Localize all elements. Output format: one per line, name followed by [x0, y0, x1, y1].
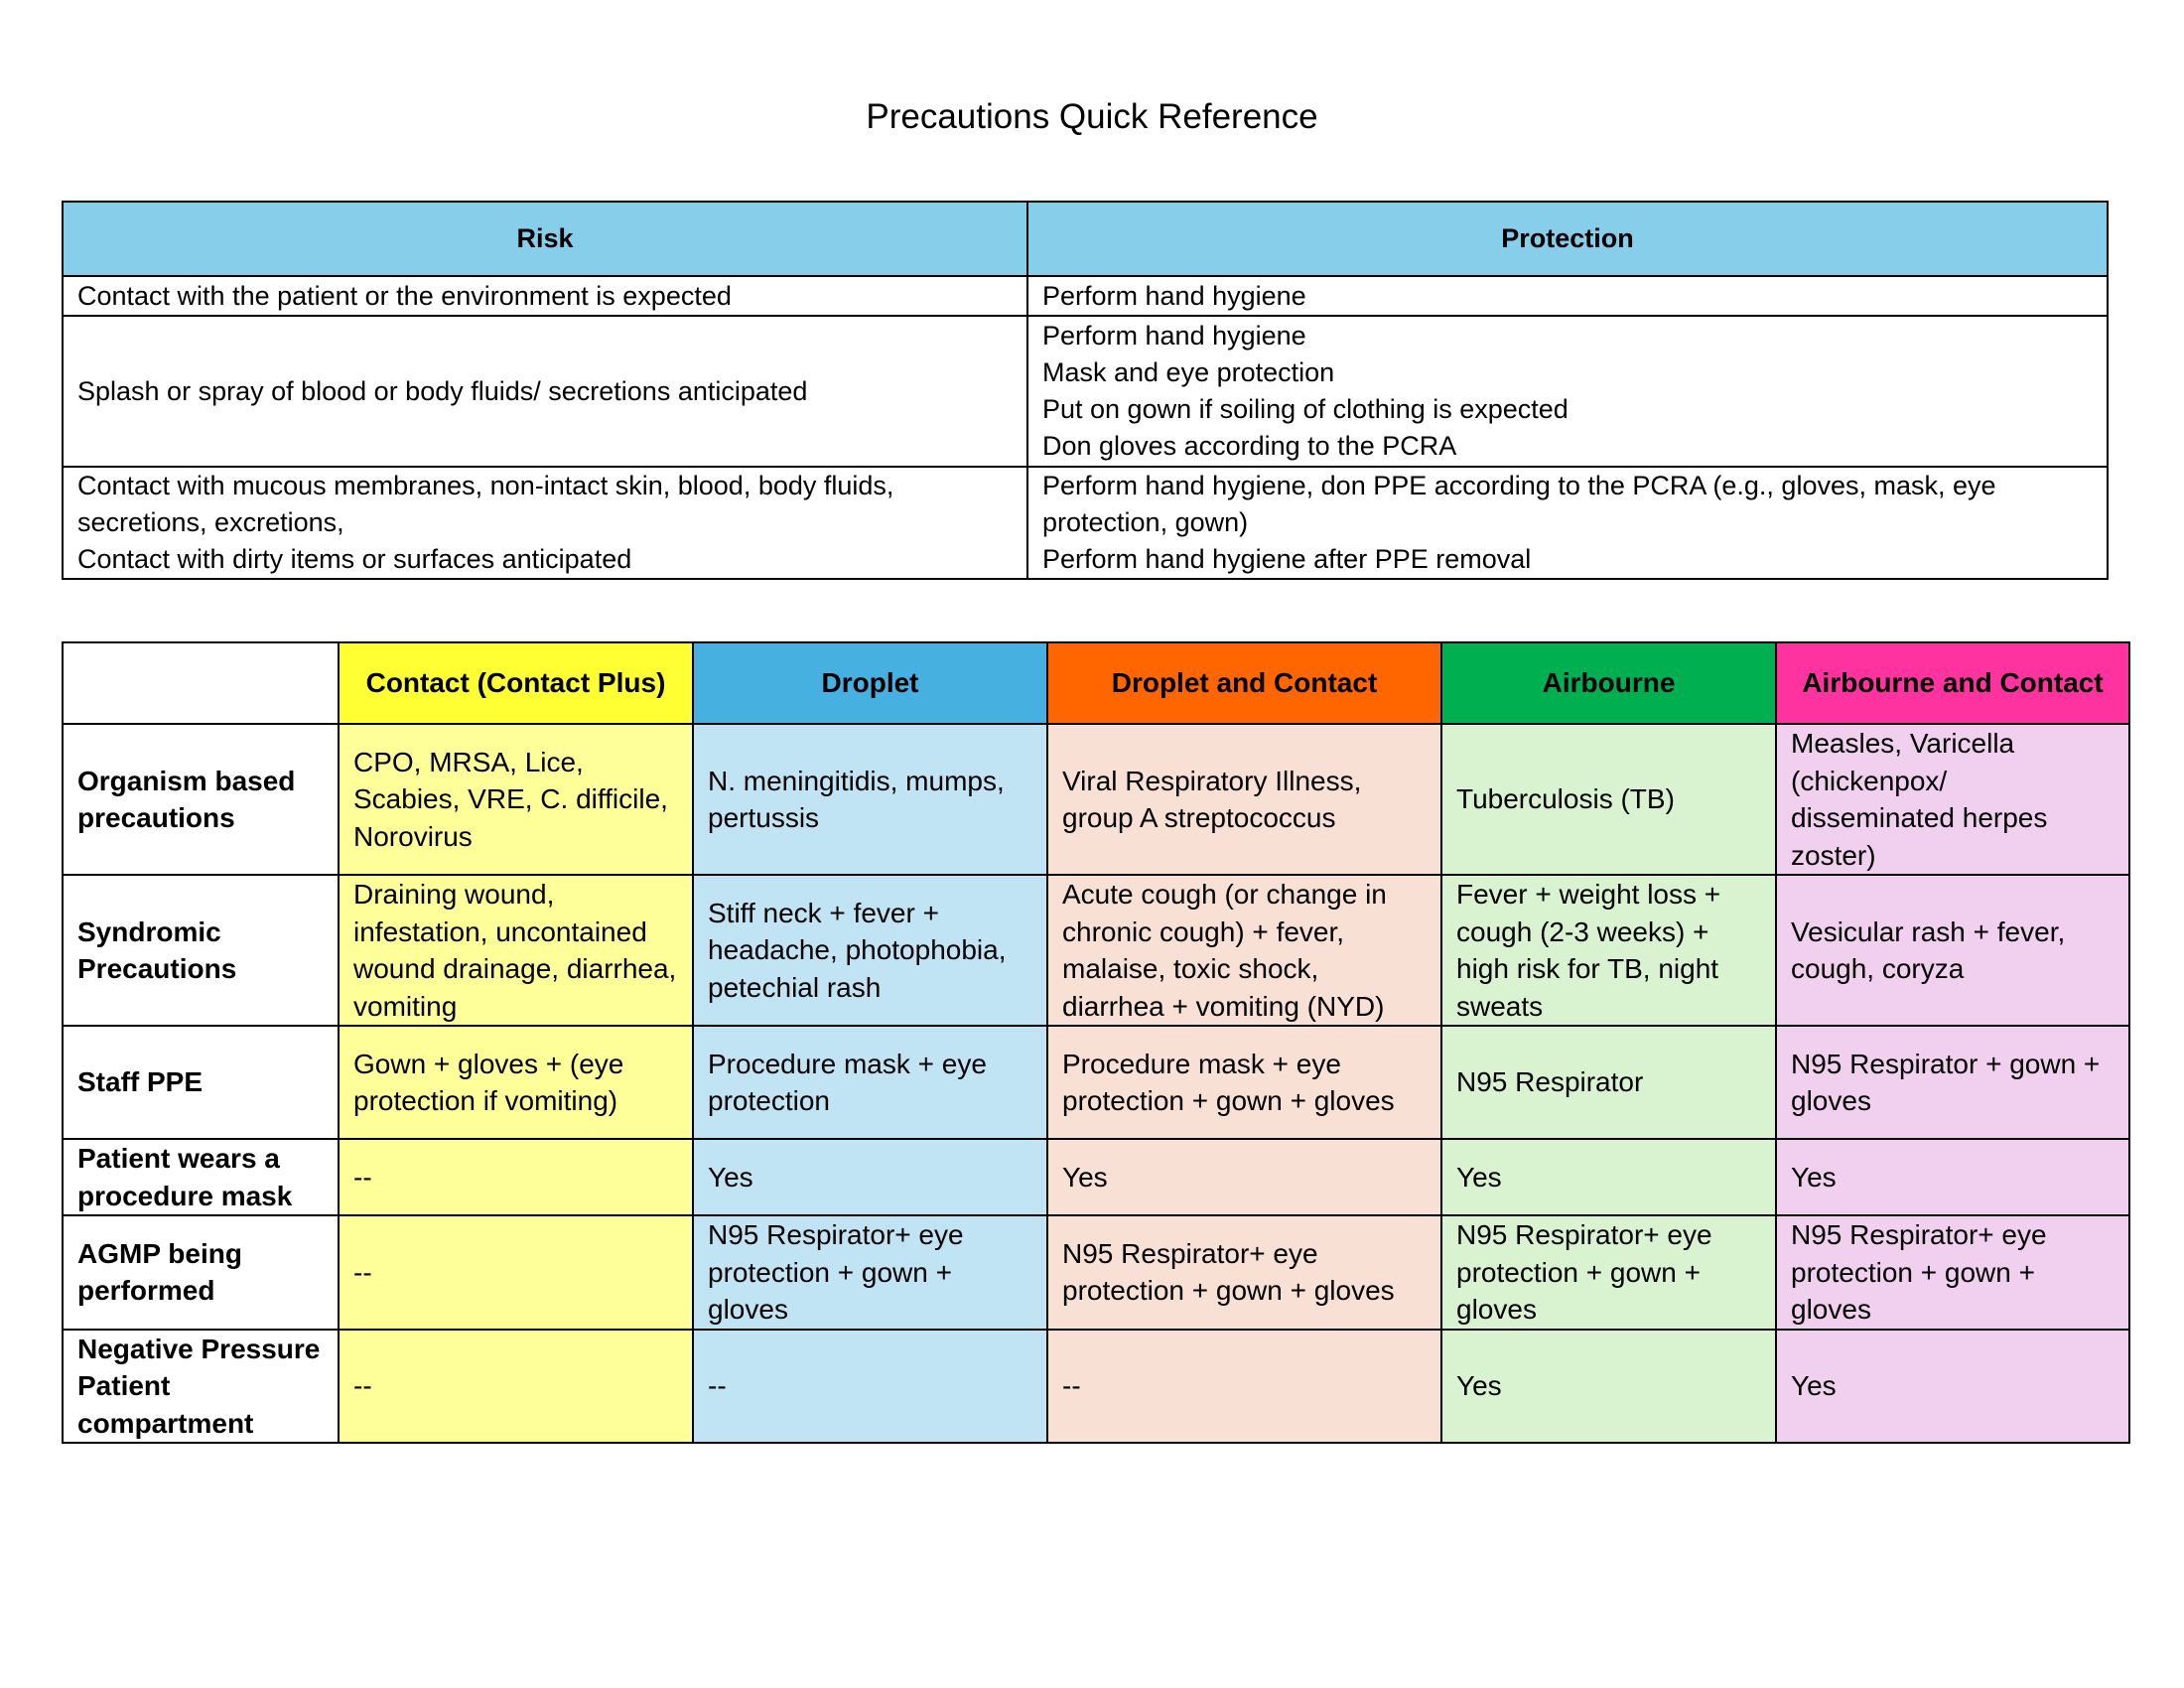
risk-line: Splash or spray of blood or body fluids/ secretions anticipated [77, 375, 808, 406]
protection-line: Don gloves according to the PCRA [1042, 431, 1457, 461]
droplet-contact-cell: Acute cough (or change in chronic cough) + fever, malaise, toxic shock, diarrhea + vomiting (NYD) [1047, 875, 1441, 1026]
airbourne-contact-cell: Yes [1776, 1330, 2129, 1444]
precautions-header-row [63, 642, 2129, 724]
airbourne-cell: Yes [1441, 1330, 1776, 1444]
protection-line: Perform hand hygiene [1042, 321, 1306, 351]
organism-row [63, 724, 2129, 875]
agmp-row [63, 1215, 2129, 1330]
airbourne-cell: N95 Respirator+ eye protection + gown + gloves [1441, 1215, 1776, 1330]
risk-cell [63, 467, 1027, 579]
airbourne-contact-cell: N95 Respirator + gown + gloves [1776, 1026, 2129, 1139]
risk-line: Contact with dirty items or surfaces anticipated [77, 544, 632, 574]
droplet-cell: Yes [693, 1139, 1047, 1215]
airbourne-contact-cell: Measles, Varicella (chickenpox/ disseminated herpes zoster) [1776, 724, 2129, 875]
protection-header: Protection [1027, 202, 2108, 276]
row-label: Syndromic Precautions [63, 875, 339, 1026]
airbourne-contact-cell: Yes [1776, 1139, 2129, 1215]
row-label: AGMP being performed [63, 1215, 339, 1330]
airbourne-cell: Yes [1441, 1139, 1776, 1215]
risk-table-header-row [63, 202, 2108, 276]
risk-cell [63, 276, 1027, 316]
droplet-contact-cell: Procedure mask + eye protection + gown + gloves [1047, 1026, 1441, 1139]
airbourne-contact-cell: Vesicular rash + fever, cough, coryza [1776, 875, 2129, 1026]
droplet-contact-cell: Viral Respiratory Illness, group A streptococcus [1047, 724, 1441, 875]
protection-line: Put on gown if soiling of clothing is expected [1042, 394, 1569, 424]
contact-cell: Draining wound, infestation, uncontained wound drainage, diarrhea, vomiting [339, 875, 693, 1026]
airbourne-cell: Fever + weight loss + cough (2-3 weeks) + high risk for TB, night sweats [1441, 875, 1776, 1026]
protection-line: protection, gown) [1042, 507, 1249, 537]
staff-ppe-row [63, 1026, 2129, 1139]
droplet-contact-cell: N95 Respirator+ eye protection + gown + gloves [1047, 1215, 1441, 1330]
risk-header: Risk [63, 202, 1027, 276]
contact-cell: CPO, MRSA, Lice, Scabies, VRE, C. difficile, Norovirus [339, 724, 693, 875]
contact-cell: -- [339, 1139, 693, 1215]
row-label: Staff PPE [63, 1026, 339, 1139]
table-row [63, 467, 2108, 579]
table-row [63, 316, 2108, 467]
contact-header: Contact (Contact Plus) [339, 642, 693, 724]
protection-line: Perform hand hygiene after PPE removal [1042, 544, 1532, 574]
row-label: Organism based precautions [63, 724, 339, 875]
page-title: Precautions Quick Reference [866, 97, 1318, 136]
precautions-table [62, 641, 2130, 1444]
risk-line: secretions, excretions, [77, 507, 344, 537]
droplet-cell: Procedure mask + eye protection [693, 1026, 1047, 1139]
risk-line: Contact with the patient or the environment is expected [77, 280, 732, 311]
droplet-cell: Stiff neck + fever + headache, photophobia, petechial rash [693, 875, 1047, 1026]
patient-mask-row [63, 1139, 2129, 1215]
airbourne-contact-cell: N95 Respirator+ eye protection + gown + gloves [1776, 1215, 2129, 1330]
droplet-contact-header: Droplet and Contact [1047, 642, 1441, 724]
droplet-cell: -- [693, 1330, 1047, 1444]
droplet-contact-cell: Yes [1047, 1139, 1441, 1215]
blank-header-cell [63, 642, 339, 724]
airbourne-cell: Tuberculosis (TB) [1441, 724, 1776, 875]
droplet-cell: N. meningitidis, mumps, pertussis [693, 724, 1047, 875]
airbourne-contact-header: Airbourne and Contact [1776, 642, 2129, 724]
airbourne-cell: N95 Respirator [1441, 1026, 1776, 1139]
contact-cell: -- [339, 1330, 693, 1444]
negative-pressure-row [63, 1330, 2129, 1444]
table-row [63, 276, 2108, 316]
risk-line: Contact with mucous membranes, non-intact skin, blood, body fluids, [77, 471, 894, 500]
protection-line: Perform hand hygiene, don PPE according to the PCRA (e.g., gloves, mask, eye [1042, 471, 1996, 500]
airbourne-header: Airbourne [1441, 642, 1776, 724]
row-label: Patient wears a procedure mask [63, 1139, 339, 1215]
protection-line: Perform hand hygiene [1042, 280, 1306, 311]
risk-protection-table [62, 201, 2109, 580]
protection-cell [1027, 276, 2108, 316]
protection-cell [1027, 467, 2108, 579]
row-label: Negative Pressure Patient compartment [63, 1330, 339, 1444]
protection-cell [1027, 316, 2108, 467]
contact-cell: Gown + gloves + (eye protection if vomiting) [339, 1026, 693, 1139]
droplet-contact-cell: -- [1047, 1330, 1441, 1444]
droplet-cell: N95 Respirator+ eye protection + gown + gloves [693, 1215, 1047, 1330]
droplet-header: Droplet [693, 642, 1047, 724]
syndromic-row [63, 875, 2129, 1026]
protection-line: Mask and eye protection [1042, 357, 1335, 387]
contact-cell: -- [339, 1215, 693, 1330]
risk-cell [63, 316, 1027, 467]
